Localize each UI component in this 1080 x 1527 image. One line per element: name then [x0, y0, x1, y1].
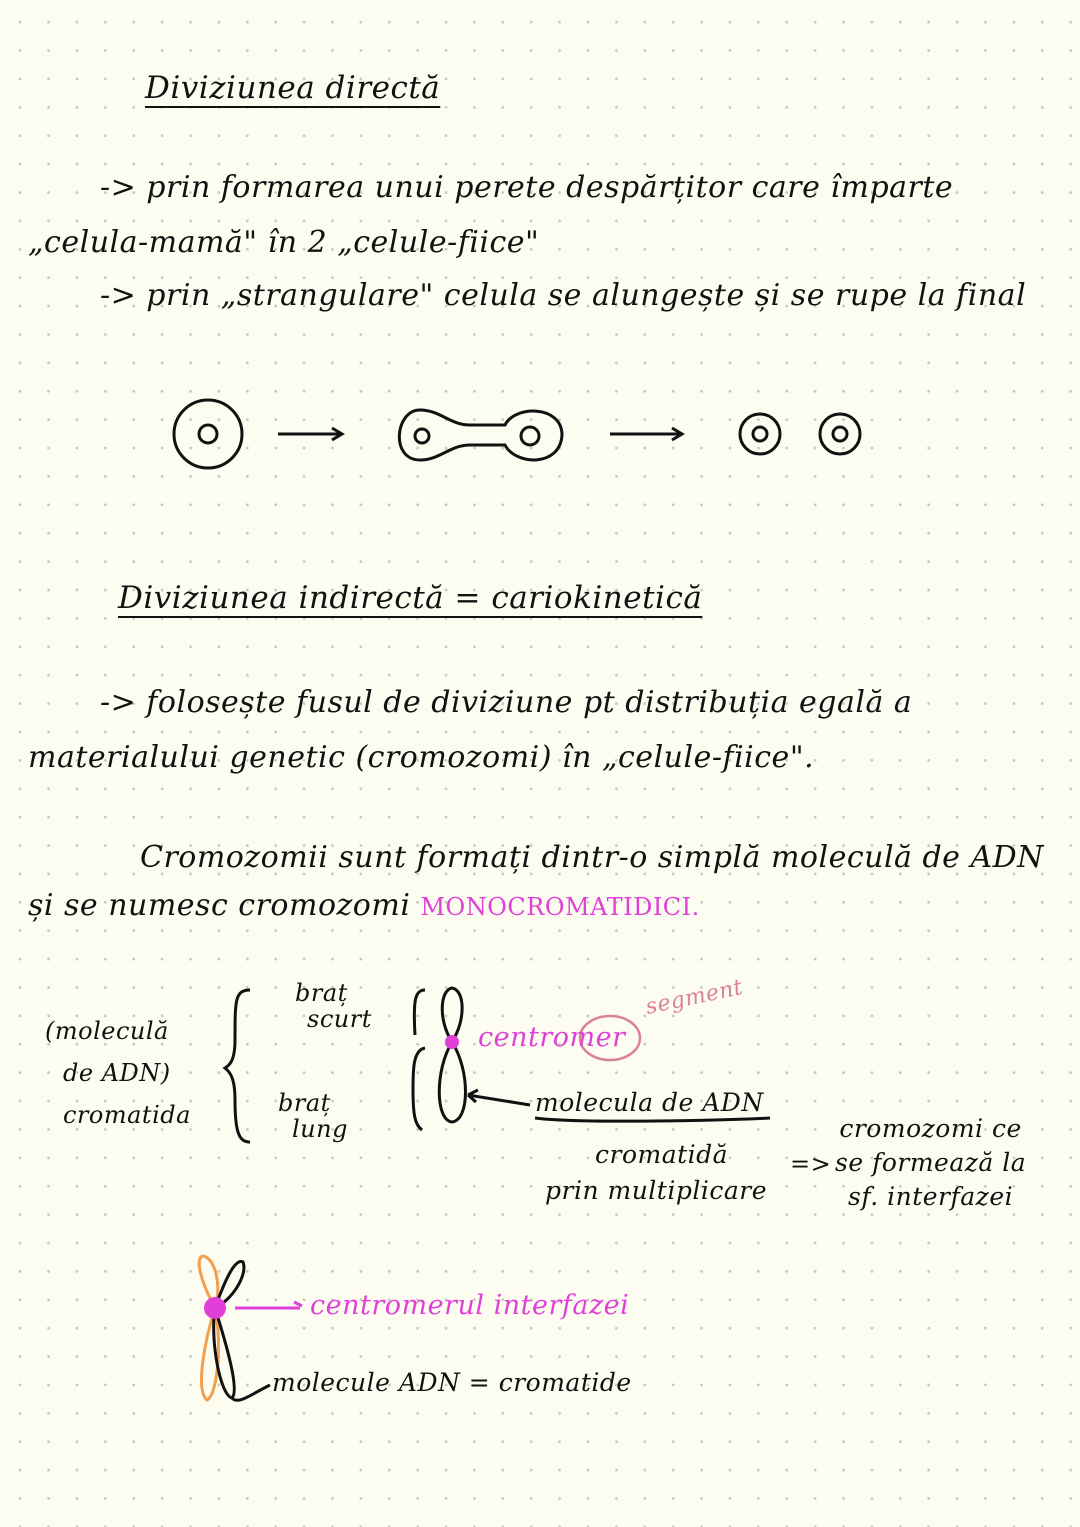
label-line: de ADN) [63, 1059, 171, 1087]
label-line: (moleculă [45, 1017, 169, 1045]
strangulating-cell-drawing [399, 410, 562, 460]
centromer-dot [445, 1035, 459, 1049]
centromer-interphase-label: centromerul interfazei [310, 1290, 630, 1321]
daughter-cells-drawing [740, 414, 860, 454]
arrow-icon [235, 1302, 302, 1308]
left-label [45, 1010, 191, 1136]
label-line: se formează la [835, 1148, 1027, 1177]
label-line: braț [278, 1089, 331, 1117]
segment-label: segment [643, 975, 746, 1020]
molecules-label: molecule ADN = cromatide [272, 1368, 632, 1397]
label-line: braț [295, 979, 348, 1007]
right-note [835, 1112, 1026, 1214]
arm-short-label [295, 980, 372, 1032]
arrow-note: => [790, 1150, 832, 1178]
multiplication-label: prin multiplicare [545, 1176, 767, 1205]
heading-direct-division: Diviziunea directă [145, 70, 441, 106]
label-line: lung [292, 1115, 348, 1143]
label-line: sf. interfazei [848, 1182, 1014, 1211]
centromer-interphase-dot [204, 1297, 226, 1319]
text-span: și se numesc cromozomi [28, 888, 411, 923]
heading-indirect-division: Diviziunea indirectă = cariokinetică [118, 580, 703, 616]
text-line: -> folosește fusul de diviziune pt distribuția egală a [100, 685, 913, 720]
text-line: „celula-mamă" în 2 „celule-fiice" [28, 225, 540, 260]
highlight-term: MONOCROMATIDICI. [420, 893, 700, 921]
text-line: Cromozomii sunt formați dintr-o simplă moleculă de ADN [140, 840, 1044, 875]
text-line: -> prin „strangulare" celula se alungește și se rupe la final [100, 278, 1027, 313]
chromosome-bichromatid-drawing [199, 1256, 270, 1400]
arrow-icon [278, 428, 682, 440]
text-line: -> prin formarea unui perete despărțitor care împarte [100, 170, 954, 205]
chromatid-label: cromatidă [595, 1140, 729, 1169]
label-line: cromatida [63, 1101, 191, 1129]
molecule-label: molecula de ADN [535, 1088, 764, 1117]
arm-long-label [278, 1090, 348, 1142]
mother-cell-drawing [174, 400, 242, 468]
label-line: scurt [307, 1005, 372, 1033]
text-line: materialului genetic (cromozomi) în „celule-fiice". [28, 740, 815, 775]
text-line [28, 888, 700, 923]
centromer-label: centromer [478, 1022, 626, 1053]
chromosome-monochromatid-drawing [439, 988, 530, 1122]
label-line: cromozomi ce [839, 1114, 1022, 1143]
